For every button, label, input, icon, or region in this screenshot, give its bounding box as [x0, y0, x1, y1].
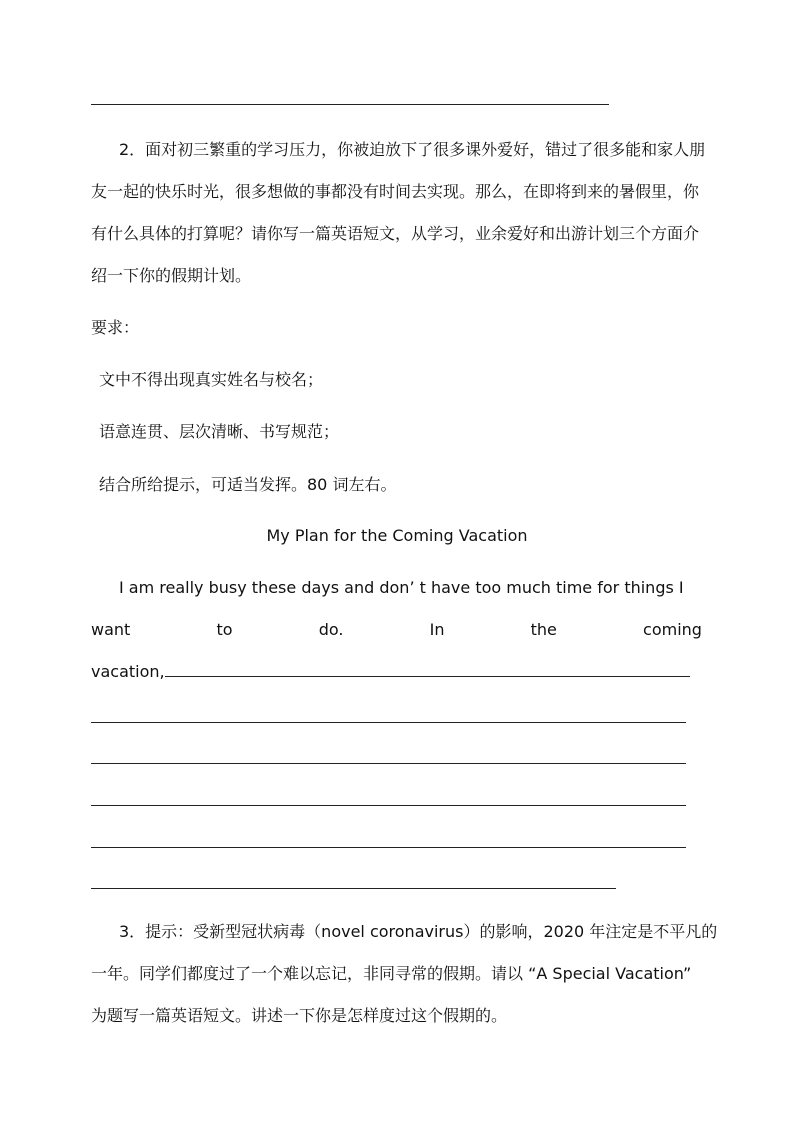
question-2-line-2: 友一起的快乐时光，很多想做的事都没有时间去实现。那么，在即将到来的暑假里，你 — [91, 182, 700, 201]
writing-line — [91, 722, 686, 723]
essay-line-2 — [91, 620, 706, 640]
question-3-line-2: 一年。同学们都度过了一个难以忘记，非同寻常的假期。请以 “A Special Vacation” — [91, 964, 692, 983]
question-2-line-1: 2．面对初三繁重的学习压力，你被迫放下了很多课外爱好，错过了很多能和家人朋 — [119, 140, 706, 159]
requirement-item: 文中不得出现真实姓名与校名； — [99, 370, 324, 389]
answer-line — [91, 104, 609, 105]
essay-line-2-words — [91, 620, 702, 640]
question-2-line-3: 有什么具体的打算呢？请你写一篇英语短文，从学习，业余爱好和出游计划三个方面介 — [91, 224, 700, 243]
essay-word: coming — [643, 620, 702, 639]
essay-word: want — [91, 620, 131, 639]
essay-word: In — [429, 620, 445, 639]
writing-line — [91, 805, 686, 806]
essay-word: do. — [318, 620, 344, 639]
essay-title: My Plan for the Coming Vacation — [266, 526, 528, 545]
writing-blank — [165, 662, 690, 677]
question-3-line-1: 3．提示：受新型冠状病毒（novel coronavirus）的影响，2020 年注定是不平凡的 — [119, 922, 718, 941]
requirement-item: 结合所给提示，可适当发挥。80 词左右。 — [99, 475, 397, 494]
writing-line — [91, 888, 616, 889]
essay-word: to — [216, 620, 233, 639]
essay-word: the — [530, 620, 557, 639]
question-2-line-4: 绍一下你的假期计划。 — [91, 266, 252, 285]
essay-line-3 — [91, 662, 706, 682]
writing-line — [91, 847, 686, 848]
question-3-line-3: 为题写一篇英语短文。讲述一下你是怎样度过这个假期的。 — [91, 1006, 508, 1025]
requirements-label: 要求： — [91, 318, 140, 337]
requirement-item: 语意连贯、层次清晰、书写规范； — [99, 422, 340, 441]
writing-line — [91, 763, 686, 764]
essay-line-3-prefix: vacation, — [91, 662, 165, 681]
essay-line-1: I am really busy these days and don’ t have too much time for things I — [119, 578, 684, 597]
